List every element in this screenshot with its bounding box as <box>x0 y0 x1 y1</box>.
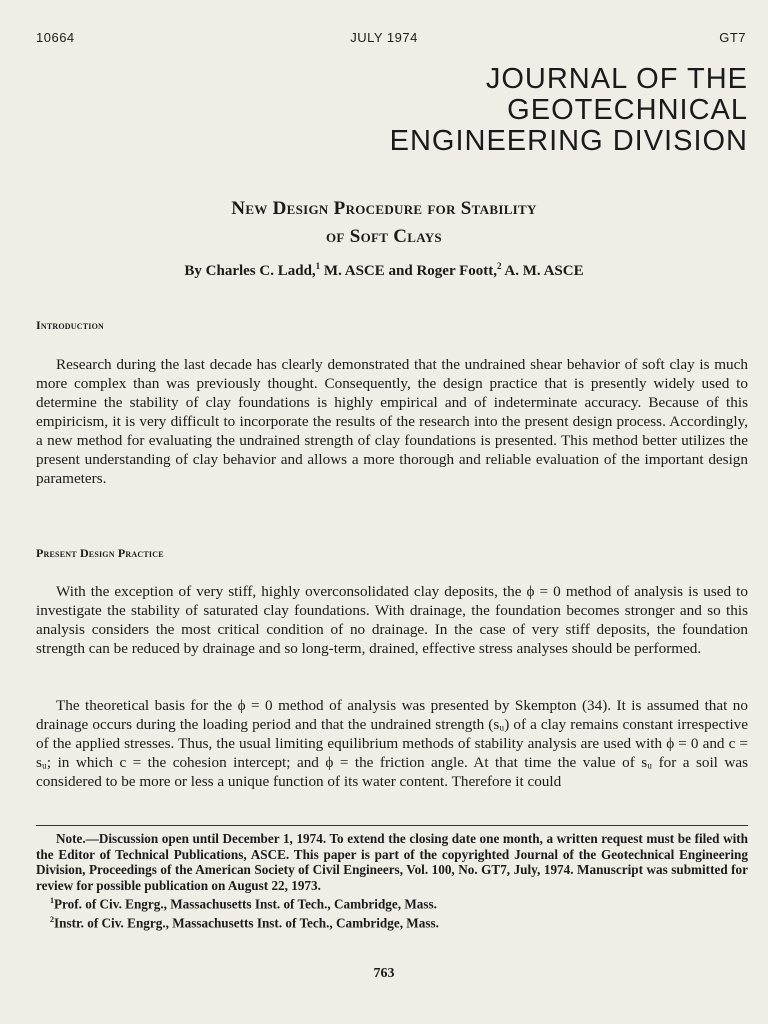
practice-paragraph-1: With the exception of very stiff, highly overconsolidated clay deposits, the ϕ = 0 method of analysis is used to investigate the stability of saturated clay foundations. With drainage, the foundation becomes stronger and so this analysis considers the most critical condition of no drainage. In the case of very stiff deposits, the foundation strength can be reduced by drainage and so long-term, drained, effective stress analyses should be performed. <box>36 583 748 657</box>
journal-title-line-3: ENGINEERING DIVISION <box>389 125 748 157</box>
footnote-2-marker: 2 <box>50 914 54 924</box>
introduction-heading: Introduction <box>36 318 104 332</box>
author-byline <box>0 261 768 280</box>
page-number: 763 <box>373 966 395 981</box>
article-title <box>0 195 768 251</box>
article-title-line-1: New Design Procedure for Stability <box>231 198 537 219</box>
footnotes <box>36 831 748 931</box>
footnote-marker-2: 2 <box>496 261 502 271</box>
footnote-1-text: Prof. of Civ. Engrg., Massachusetts Inst. of Tech., Cambridge, Mass. <box>54 896 437 912</box>
article-title-line-2: of Soft Clays <box>326 226 442 247</box>
footnote-2 <box>36 912 748 931</box>
introduction-paragraph: Research during the last decade has clearly demonstrated that the undrained shear behavior of soft clay is much more complex than was previously thought. Consequently, the design practice that is presently widely used to determine the stability of clay foundations is highly empirical and of indeterminate accuracy. Because of this empiricism, it is very difficult to incorporate the results of the research into the present design process. Accordingly, a new method for evaluating the undrained strength of clay foundations is presented. This method better utilizes the present understanding of clay behavior and allows a more thorough and reliable evaluation of the important design parameters. <box>36 356 748 487</box>
discussion-note: Note.—Discussion open until December 1, 1974. To extend the closing date one month, a written request must be filed with the Editor of Technical Publications, ASCE. This paper is part of the copyrighted Journal of the Geotechnical Engineering Division, Proceedings of the American Society of Civil Engineers, Vol. 100, No. GT7, July, 1974. Manuscript was submitted for review for possible publication on August 22, 1973. <box>36 831 748 893</box>
present-design-practice-heading: Present Design Practice <box>36 546 164 560</box>
journal-title-line-1: JOURNAL OF THE <box>485 63 748 95</box>
article-number: 10664 <box>36 30 75 45</box>
issue-date: JULY 1974 <box>350 30 418 45</box>
journal-title-line-2: GEOTECHNICAL <box>507 94 748 126</box>
byline-second-author: M. ASCE and Roger Foott, <box>320 263 497 279</box>
footnote-1-marker: 1 <box>50 896 54 905</box>
footnote-2-text: Instr. of Civ. Engrg., Massachusetts Inst. of Tech., Cambridge, Mass. <box>54 915 439 931</box>
practice-paragraph-2: The theoretical basis for the ϕ = 0 method of analysis was presented by Skempton (34). It is assumed that no drainage occurs during the loading period and that the undrained strength (sᵤ) of a clay remains constant irrespective of the applied stresses. Thus, the usual limiting equilibrium methods of stability analysis are used with ϕ = 0 and c = sᵤ; in which c = the cohesion intercept; and ϕ = the friction angle. At that time the value of sᵤ for a soil was considered to be more or less a unique function of its water content. Therefore it could <box>36 697 748 790</box>
journal-title <box>390 64 748 157</box>
footnote-1 <box>36 893 748 912</box>
issue-code: GT7 <box>719 30 746 45</box>
byline-first-author: By Charles C. Ladd, <box>184 263 316 279</box>
byline-membership: A. M. ASCE <box>501 263 584 279</box>
footnote-marker-1: 1 <box>315 261 321 271</box>
footnote-divider <box>36 825 748 826</box>
